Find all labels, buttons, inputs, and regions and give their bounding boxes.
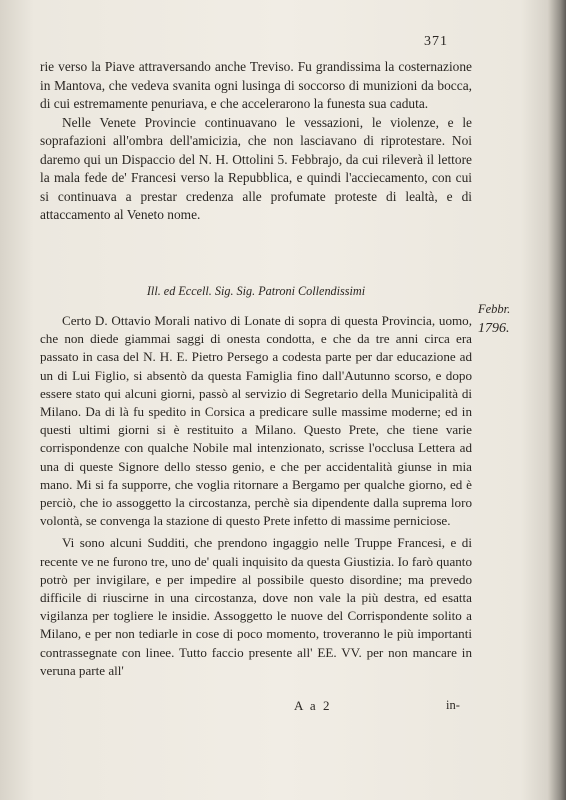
letter-paragraph-1: Certo D. Ottavio Morali nativo di Lonate di sopra di questa Provincia, uomo, che non diede giammai saggi di onesta condotta, e che da tre anni circa era passato in casa del N. H. E. Pietro Persego a codesta parte per dar educazione ad un di Lui Figlio, si absentò da questa Famiglia fino dall'Autunno scorso, e dopo essere stato qui alcuni giorni, passò al servizio di Segretario della Municipalità di Milano. Da di là fu spedito in Corsica a predicare sulle massime moderne; ed in questi ultimi giorni si è restituito a Milano. Questo Prete, che tiene varie corrispondenze con qualche Nobile mal intenzionato, scrisse l'occlusa Lettera ad una di queste Signore dello stesso genio, e che per accidentalità giunse in mia mano. Mi si fa supporre, che voglia ritornare a Bergamo per qualche giorno, ed è perciò, che io assoggetto la circostanza, perchè sia dipendente dalla suprema loro volontà, se convenga la stazione di questo Prete infetto di massime perniciose. [40,313,472,529]
signature-mark: A a 2 [294,698,332,713]
margin-date [478,300,542,338]
letter-body [40,312,472,684]
paragraph-2: Nelle Venete Provincie continuavano le vessazioni, le violenze, e le soprafazioni all'ombra dell'amicizia, che non lasciavano di riprotestare. Noi daremo qui un Dispaccio del N. H. Ottolini 5. Febbrajo, da cui rileverà il lettore la mala fede de' Francesi verso la Repubblica, e quindi l'acciecamento, con cui si continuava a prestar credenza alle profumate proteste di lealtà, e di attaccamento al Veneto nome. [40,114,472,222]
margin-year: 1796. [478,321,510,336]
narrative-text [40,58,472,225]
page-number: 371 [424,34,448,49]
catchword: in- [446,698,460,712]
page-edge-shadow [548,0,566,800]
paragraph-1: rie verso la Piave attraversando anche Treviso. Fu grandissima la costernazione in Mantova, che vedeva svanita ogni lusinga di soccorso di munizioni da bocca, di cui estremamente penuriava, e che accelerarono la funesta sua caduta. [40,59,472,111]
letter-heading: Ill. ed Eccell. Sig. Sig. Patroni Collendissimi [146,284,366,298]
margin-month: Febbr. [478,302,511,316]
letter-paragraph-2: Vi sono alcuni Sudditi, che prendono ingaggio nelle Truppe Francesi, e di recente ve ne furono tre, uno de' quali inquisito da questa Giustizia. Io farò quanto potrò per invigilare, e per impedire al possibile questo disordine; ma prevedo difficile di riuscirne in una circostanza, dove non vale la più destra, ed esatta vigilanza per togliere le insidie. Assoggetto le nuove del Corrispondente solito a Milano, e per non tediarle in cose di poco momento, troveranno le più importanti contrassegnate con linee. Tutto faccio presente all' EE. VV. per non mancare in veruna parte all' [40,535,472,678]
